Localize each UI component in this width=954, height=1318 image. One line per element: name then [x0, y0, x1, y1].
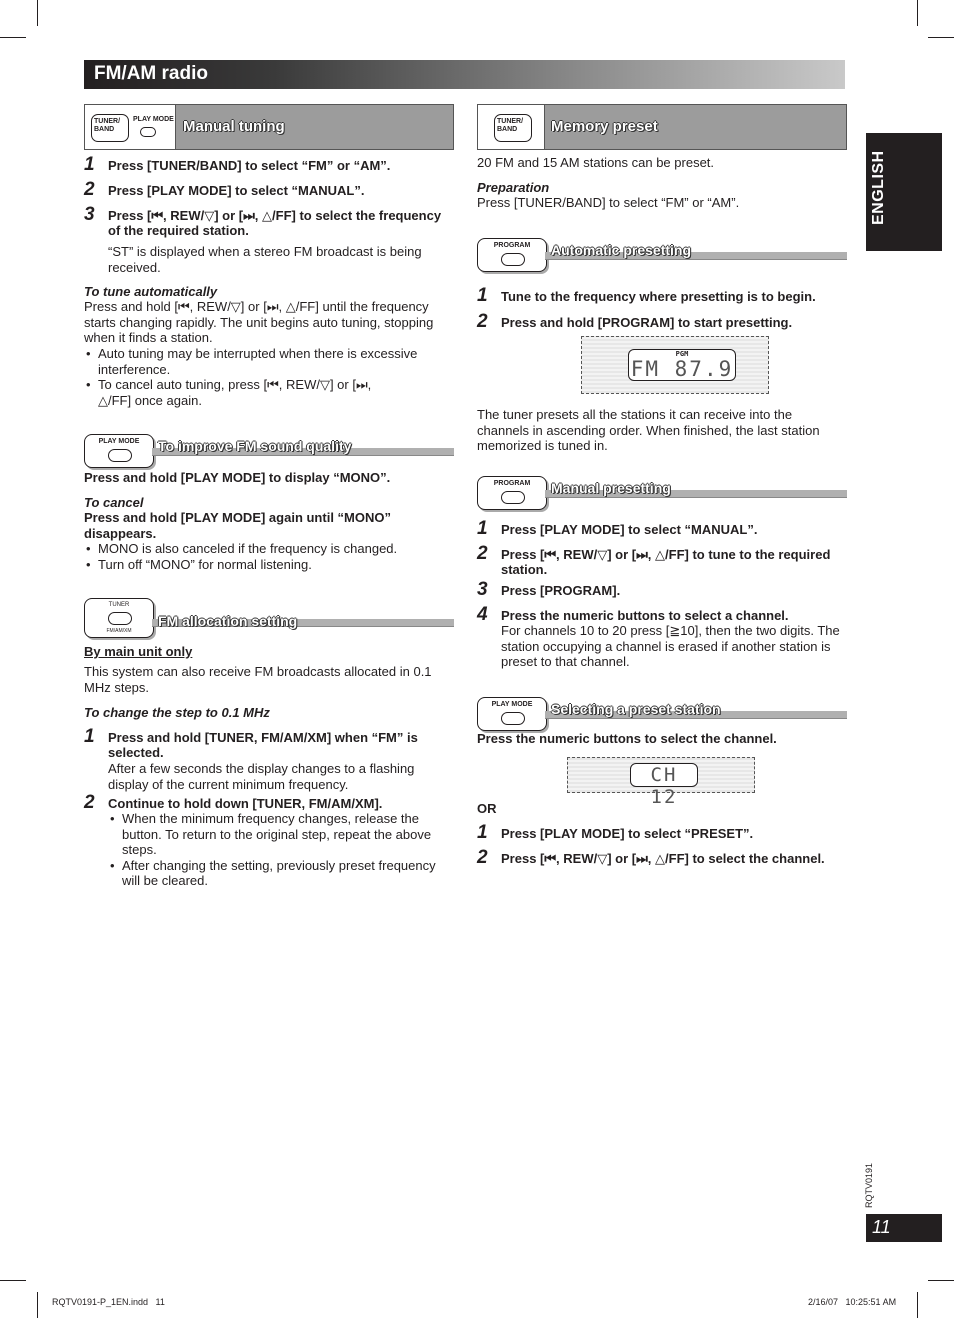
- bullet-list: [84, 541, 454, 572]
- subsection-header-improve-fm: [84, 434, 456, 468]
- lcd-display-channel: [567, 757, 755, 808]
- tuner-band-button-icon: TUNER/ BAND: [494, 114, 532, 142]
- subsection-title: Manual presetting: [551, 480, 671, 496]
- instruction: Press the numeric buttons to select the channel.: [477, 731, 777, 746]
- paragraph: This system can also receive FM broadcasts allocated in 0.1 MHz steps.: [84, 664, 432, 695]
- lcd-window: PGM FM 87.9: [628, 349, 736, 381]
- paragraph: The tuner presets all the stations it can receive into the channels in ascending order. When finished, the last station memorized is tuned in.: [477, 407, 820, 453]
- language-tab: [866, 133, 942, 251]
- crop-mark: [928, 37, 954, 38]
- crop-mark: [37, 0, 38, 26]
- list-item: • After changing the setting, previously preset frequency will be cleared.: [108, 858, 444, 889]
- instruction: Press and hold [PLAY MODE] to display “MONO”.: [84, 470, 391, 485]
- page-number: 11: [872, 1217, 891, 1237]
- list-item: • Auto tuning may be interrupted when there is excessive interference.: [84, 346, 454, 377]
- play-mode-button-icon: PLAY MODE: [84, 434, 154, 468]
- program-button-icon: PROGRAM: [477, 476, 547, 510]
- crop-mark: [917, 0, 918, 26]
- program-button-icon: PROGRAM: [477, 238, 547, 272]
- bullet-list: [84, 346, 454, 408]
- tuner-band-button-icon: TUNER/ BAND: [91, 114, 129, 142]
- subheading: By main unit only: [84, 644, 193, 659]
- page-title: FM/AM radio: [94, 63, 208, 84]
- instruction: Press and hold [PLAY MODE] again until “MONO” disappears.: [84, 510, 391, 541]
- subsection-title: Automatic presetting: [551, 242, 692, 258]
- subheading: To change the step to 0.1 MHz: [84, 705, 270, 720]
- subsection-header-fm-allocation: [84, 598, 456, 638]
- subheading: Preparation: [477, 180, 550, 195]
- lcd-window: CH 12: [630, 763, 698, 787]
- subsection-header-auto-preset: [477, 238, 849, 272]
- subsection-title: Selecting a preset station: [551, 701, 721, 717]
- button-icons: [478, 105, 545, 149]
- footer-file: RQTV0191-P_1EN.indd 11: [52, 1297, 165, 1307]
- crop-mark: [917, 1292, 918, 1318]
- section-title: Manual tuning: [183, 118, 285, 135]
- paragraph: After a few seconds the display changes to a flashing display of the current minimum frequency.: [108, 761, 415, 792]
- page-title-bar: [84, 60, 845, 89]
- subheading: To tune automatically: [84, 284, 218, 299]
- play-mode-label: PLAY MODE: [133, 116, 174, 123]
- list-item: • MONO is also canceled if the frequency is changed.: [84, 541, 454, 557]
- crop-mark: [0, 1280, 26, 1281]
- play-mode-button-icon: PLAY MODE: [477, 697, 547, 731]
- subsection-header-select-preset: [477, 697, 849, 731]
- subsection-header-manual-preset: [477, 476, 849, 510]
- lcd-display-fm: [581, 336, 769, 394]
- section-title: Memory preset: [551, 118, 658, 135]
- subheading: To cancel: [84, 495, 144, 510]
- list-item: • Turn off “MONO” for normal listening.: [84, 557, 454, 573]
- document-code: RQTV0191: [864, 1162, 874, 1208]
- footer-timestamp: 2/16/07 10:25:51 AM: [808, 1297, 897, 1307]
- stereo-note: “ST” is displayed when a stereo FM broadcast is being received.: [108, 244, 422, 275]
- tuner-button-icon: TUNER FM/AM/XM: [84, 598, 154, 638]
- crop-mark: [0, 37, 26, 38]
- paragraph: 20 FM and 15 AM stations can be preset.: [477, 155, 715, 170]
- paragraph: For channels 10 to 20 press [≧10], then the two digits. The station occupying a channel is erased if another station is preset to that channel.: [501, 623, 840, 669]
- paragraph: Press and hold [⏮, REW/▽] or [⏭, △/FF] until the frequency starts changing rapidly. The unit begins auto tuning, stopping when it finds a station.: [84, 299, 434, 345]
- page-number-box: [866, 1214, 942, 1242]
- button-icons: [85, 105, 176, 149]
- list-item: • To cancel auto tuning, press [⏮, REW/▽] or [⏭, △/FF] once again.: [84, 377, 388, 408]
- subsection-title: FM allocation setting: [158, 613, 298, 629]
- paragraph: Press [TUNER/BAND] to select “FM” or “AM”.: [477, 195, 740, 210]
- play-mode-button-icon: [140, 127, 156, 137]
- crop-mark: [928, 1280, 954, 1281]
- bullet-list: [108, 811, 444, 889]
- subsection-title: To improve FM sound quality: [158, 438, 352, 454]
- language-tab-label: ENGLISH: [870, 150, 887, 225]
- crop-mark: [37, 1292, 38, 1318]
- section-header-manual-tuning: [84, 104, 454, 150]
- or-label: OR: [477, 801, 497, 816]
- list-item: • When the minimum frequency changes, release the button. To return to the original step, repeat the above steps.: [108, 811, 444, 858]
- section-header-memory-preset: [477, 104, 847, 150]
